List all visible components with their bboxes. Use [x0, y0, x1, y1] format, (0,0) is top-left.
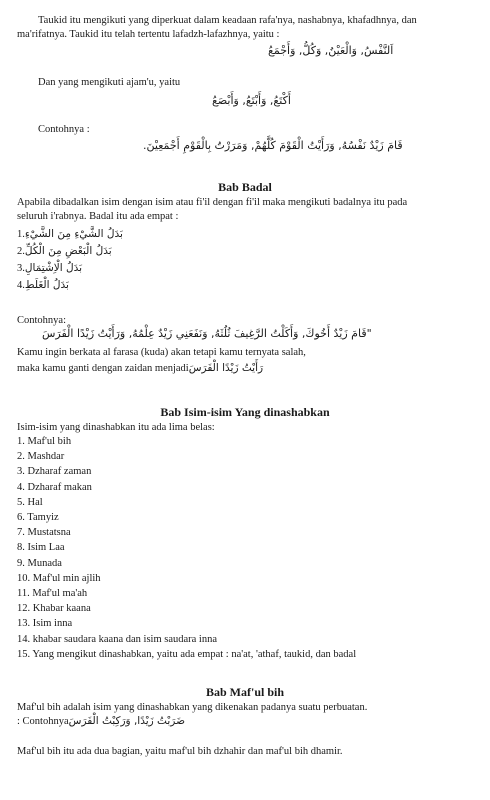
list-item: 2. Mashdar — [17, 451, 65, 463]
badal-paragraph-line-1: Apabila dibadalkan isim dengan isim atau fi'il dengan fi'il maka mengikuti badalnya itu pada — [17, 197, 408, 208]
list-item: 4. Dzharaf makan — [17, 481, 92, 493]
badal-example-label: Contohnya: — [17, 315, 66, 326]
taukid-example-label: Contohnya : — [38, 124, 90, 135]
ajamu-arabic-words: أَكْتَعُ, وَأَبْتَعُ, وَأَبْصَعُ — [212, 94, 291, 107]
taukid-example-arabic: قَامَ زَيْدٌ نَفْسُهُ, وَرَأَيْتُ الْقَوْمَ كُلَّهُمْ, وَمَرَرْتُ بِالْقَوْمِ أَجْمَعِيْنَ. — [143, 139, 403, 152]
maful-example-line: : Contohnyaضَرَبْتُ زَيْدًا, وَرَكِبْتُ الْفَرَسَ — [17, 715, 185, 727]
badal-item: 4.بَدَلُ الْغَلَطِ — [17, 279, 69, 291]
taukid-paragraph-line-2: ma'rifatnya. Taukid itu telah tertentu lafadzh-lafazhnya, yaitu : — [17, 29, 280, 40]
badal-example-arabic: "قَامَ زَيْدٌ أَخُوكَ, وَأَكَلْتُ الرَّغِيفَ ثُلُثَهُ, وَنَفَعَنِي زَيْدٌ عِلْمُهُ, وَرَأَيْتُ زَيْدًا الْفَرَسَ — [42, 327, 372, 340]
badal-paragraph-line-2: seluruh i'rabnya. Badal itu ada empat : — [17, 211, 179, 222]
taukid-arabic-words: اَلنَّفْسُ, وَالْعَيْنُ, وَكُلُّ, وَأَجْمَعُ — [268, 44, 394, 57]
list-item: 3. Dzharaf zaman — [17, 466, 92, 478]
badal-item: 2.بَدَلُ الْبَعْضِ مِنَ الْكُلِّ — [17, 245, 112, 257]
list-item: 11. Maf'ul ma'ah — [17, 588, 88, 600]
section-title-maful-bih: Bab Maf'ul bih — [205, 685, 285, 699]
badal-explanation-arabic: رَأَيْتُ زَيْدًا الْفَرَسَ — [188, 362, 264, 374]
list-item: 1. Maf'ul bih — [17, 436, 72, 447]
taukid-paragraph-line-1: Taukid itu mengikuti yang diperkuat dalam keadaan rafa'nya, nashabnya, khafadhnya, dan — [38, 15, 417, 26]
maful-example-arabic: ضَرَبْتُ زَيْدًا, وَرَكِبْتُ الْفَرَسَ — [68, 715, 185, 727]
isim-nashab-list — [17, 434, 356, 662]
ajamu-paragraph: Dan yang mengikuti ajam'u, yaitu — [38, 77, 181, 88]
isim-intro: Isim-isim yang dinashabkan itu ada lima belas: — [17, 422, 215, 433]
list-item: 8. Isim Laa — [17, 542, 65, 554]
badal-item: 1.بَدَلُ الشَّيْءِ مِنَ الشَّيْءِ — [17, 228, 123, 240]
list-item: 10. Maf'ul min ajlih — [17, 572, 101, 584]
badal-explanation-line-2: maka kamu ganti dengan zaidan menjadiرَأَيْتُ زَيْدًا الْفَرَسَ — [17, 362, 264, 374]
list-item: 5. Hal — [17, 496, 43, 508]
section-title-badal: Bab Badal — [218, 180, 272, 194]
list-item: 14. khabar saudara kaana dan isim saudara inna — [17, 633, 218, 645]
badal-explanation-line-1: Kamu ingin berkata al farasa (kuda) akan tetapi kamu ternyata salah, — [17, 347, 306, 358]
section-title-isim-nashab: Bab Isim-isim Yang dinashabkan — [160, 405, 330, 419]
list-item: 13. Isim inna — [17, 618, 73, 630]
maful-paragraph: Maf'ul bih adalah isim yang dinashabkan yang dikenakan padanya suatu perbuatan. — [17, 702, 368, 713]
list-item: 9. Munada — [17, 557, 62, 569]
badal-item: 3.بَدَلُ الْاِشْتِمَالِ — [17, 262, 83, 274]
list-item: 15. Yang mengikut dinashabkan, yaitu ada empat : na'at, 'athaf, taukid, dan badal — [17, 648, 357, 660]
maful-division-paragraph: Maf'ul bih itu ada dua bagian, yaitu maf'ul bih dzhahir dan maf'ul bih dhamir. — [17, 746, 343, 757]
list-item: 6. Tamyiz — [17, 512, 59, 524]
list-item: 12. Khabar kaana — [17, 603, 91, 615]
list-item: 7. Mustatsna — [17, 527, 71, 539]
